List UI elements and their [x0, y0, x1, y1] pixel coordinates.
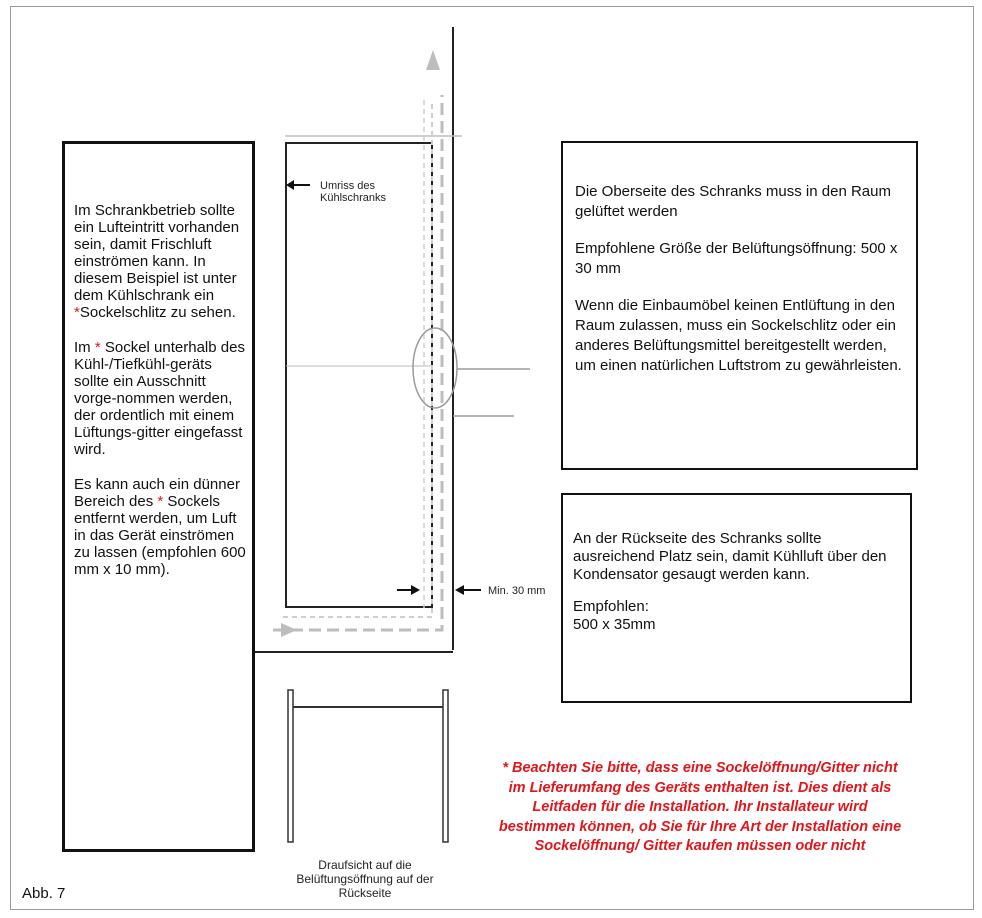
gap-arrow-left-head [411, 585, 420, 595]
figure-label: Abb. 7 [22, 885, 66, 902]
inlet-paragraph-2: Im * Sockel unterhalb des Kühl-/Tiefkühl-geräts sollte ein Ausschnitt vorge-nommen werden, der ordentlich mit einem Lüftungs-gitter eingefasst wird. [74, 339, 245, 458]
rear-clearance-info-box [561, 493, 912, 703]
vent-circle [413, 328, 457, 408]
top-vent-paragraph-2: Empfohlene Größe der Belüftungsöffnung: 500 x 30 mm [575, 240, 898, 277]
inlet-info-box [62, 141, 255, 852]
fridge-outline [286, 143, 432, 607]
inlet-paragraph-1: Im Schrankbetrieb sollte ein Lufteintritt vorhanden sein, damit Frischluft einströmen kann. In diesem Beispiel ist unter dem Kühlschrank ein *Sockelschlitz zu sehen. [74, 202, 240, 321]
airflow-in-arrow [281, 623, 297, 637]
airflow-path-inner [283, 100, 432, 617]
top-vent-info-box [561, 141, 918, 470]
airflow-path [273, 95, 442, 630]
top-view-caption: Draufsicht auf die Belüftungsöffnung auf der Rückseite [296, 858, 434, 900]
gap-arrow-right-head [455, 585, 464, 595]
airflow-up-arrow [426, 50, 440, 70]
rear-paragraph-3: 500 x 35mm [573, 616, 656, 633]
vent-topview-left-post [288, 690, 293, 842]
top-vent-paragraph-1: Die Oberseite des Schranks muss in den Raum gelüftet werden [575, 183, 891, 220]
asterisk-mark: * [157, 493, 164, 510]
top-vent-paragraph-3: Wenn die Einbaumöbel keinen Entlüftung in den Raum zulassen, muss ein Sockelschlitz oder ein anderes Belüftungsmittel bereitgestellt werden, um einen natürlichen Luftstrom zu gewährleisten. [575, 297, 902, 374]
rear-paragraph-1: An der Rückseite des Schranks sollte ausreichend Platz sein, damit Kühlluft über den Kondensator gesaugt werden kann. [573, 530, 887, 583]
disclaimer-note: * Beachten Sie bitte, dass eine Sockelöffnung/Gitter nicht im Lieferumfang des Geräts enthalten ist. Dies dient als Leitfaden für die Installation. Ihr Installateur wird bestimmen können, ob Sie für Ihre Art der Installation eine Sockelöffnung/ Gitter kaufen müssen oder nicht [498, 760, 902, 855]
asterisk-mark: * [94, 339, 101, 356]
inlet-paragraph-3: Es kann auch ein dünner Bereich des * Sockels entfernt werden, um Luft in das Gerät einströmen zu lassen (empfohlen 600 mm x 10 mm). [74, 476, 246, 578]
vent-topview-right-post [443, 690, 448, 842]
min-gap-label: Min. 30 mm [488, 585, 546, 597]
asterisk-mark: * [74, 304, 80, 321]
outline-label: Umriss des Kühlschranks [320, 180, 387, 204]
rear-paragraph-2: Empfohlen: [573, 598, 649, 615]
outline-arrow-head [286, 180, 294, 190]
